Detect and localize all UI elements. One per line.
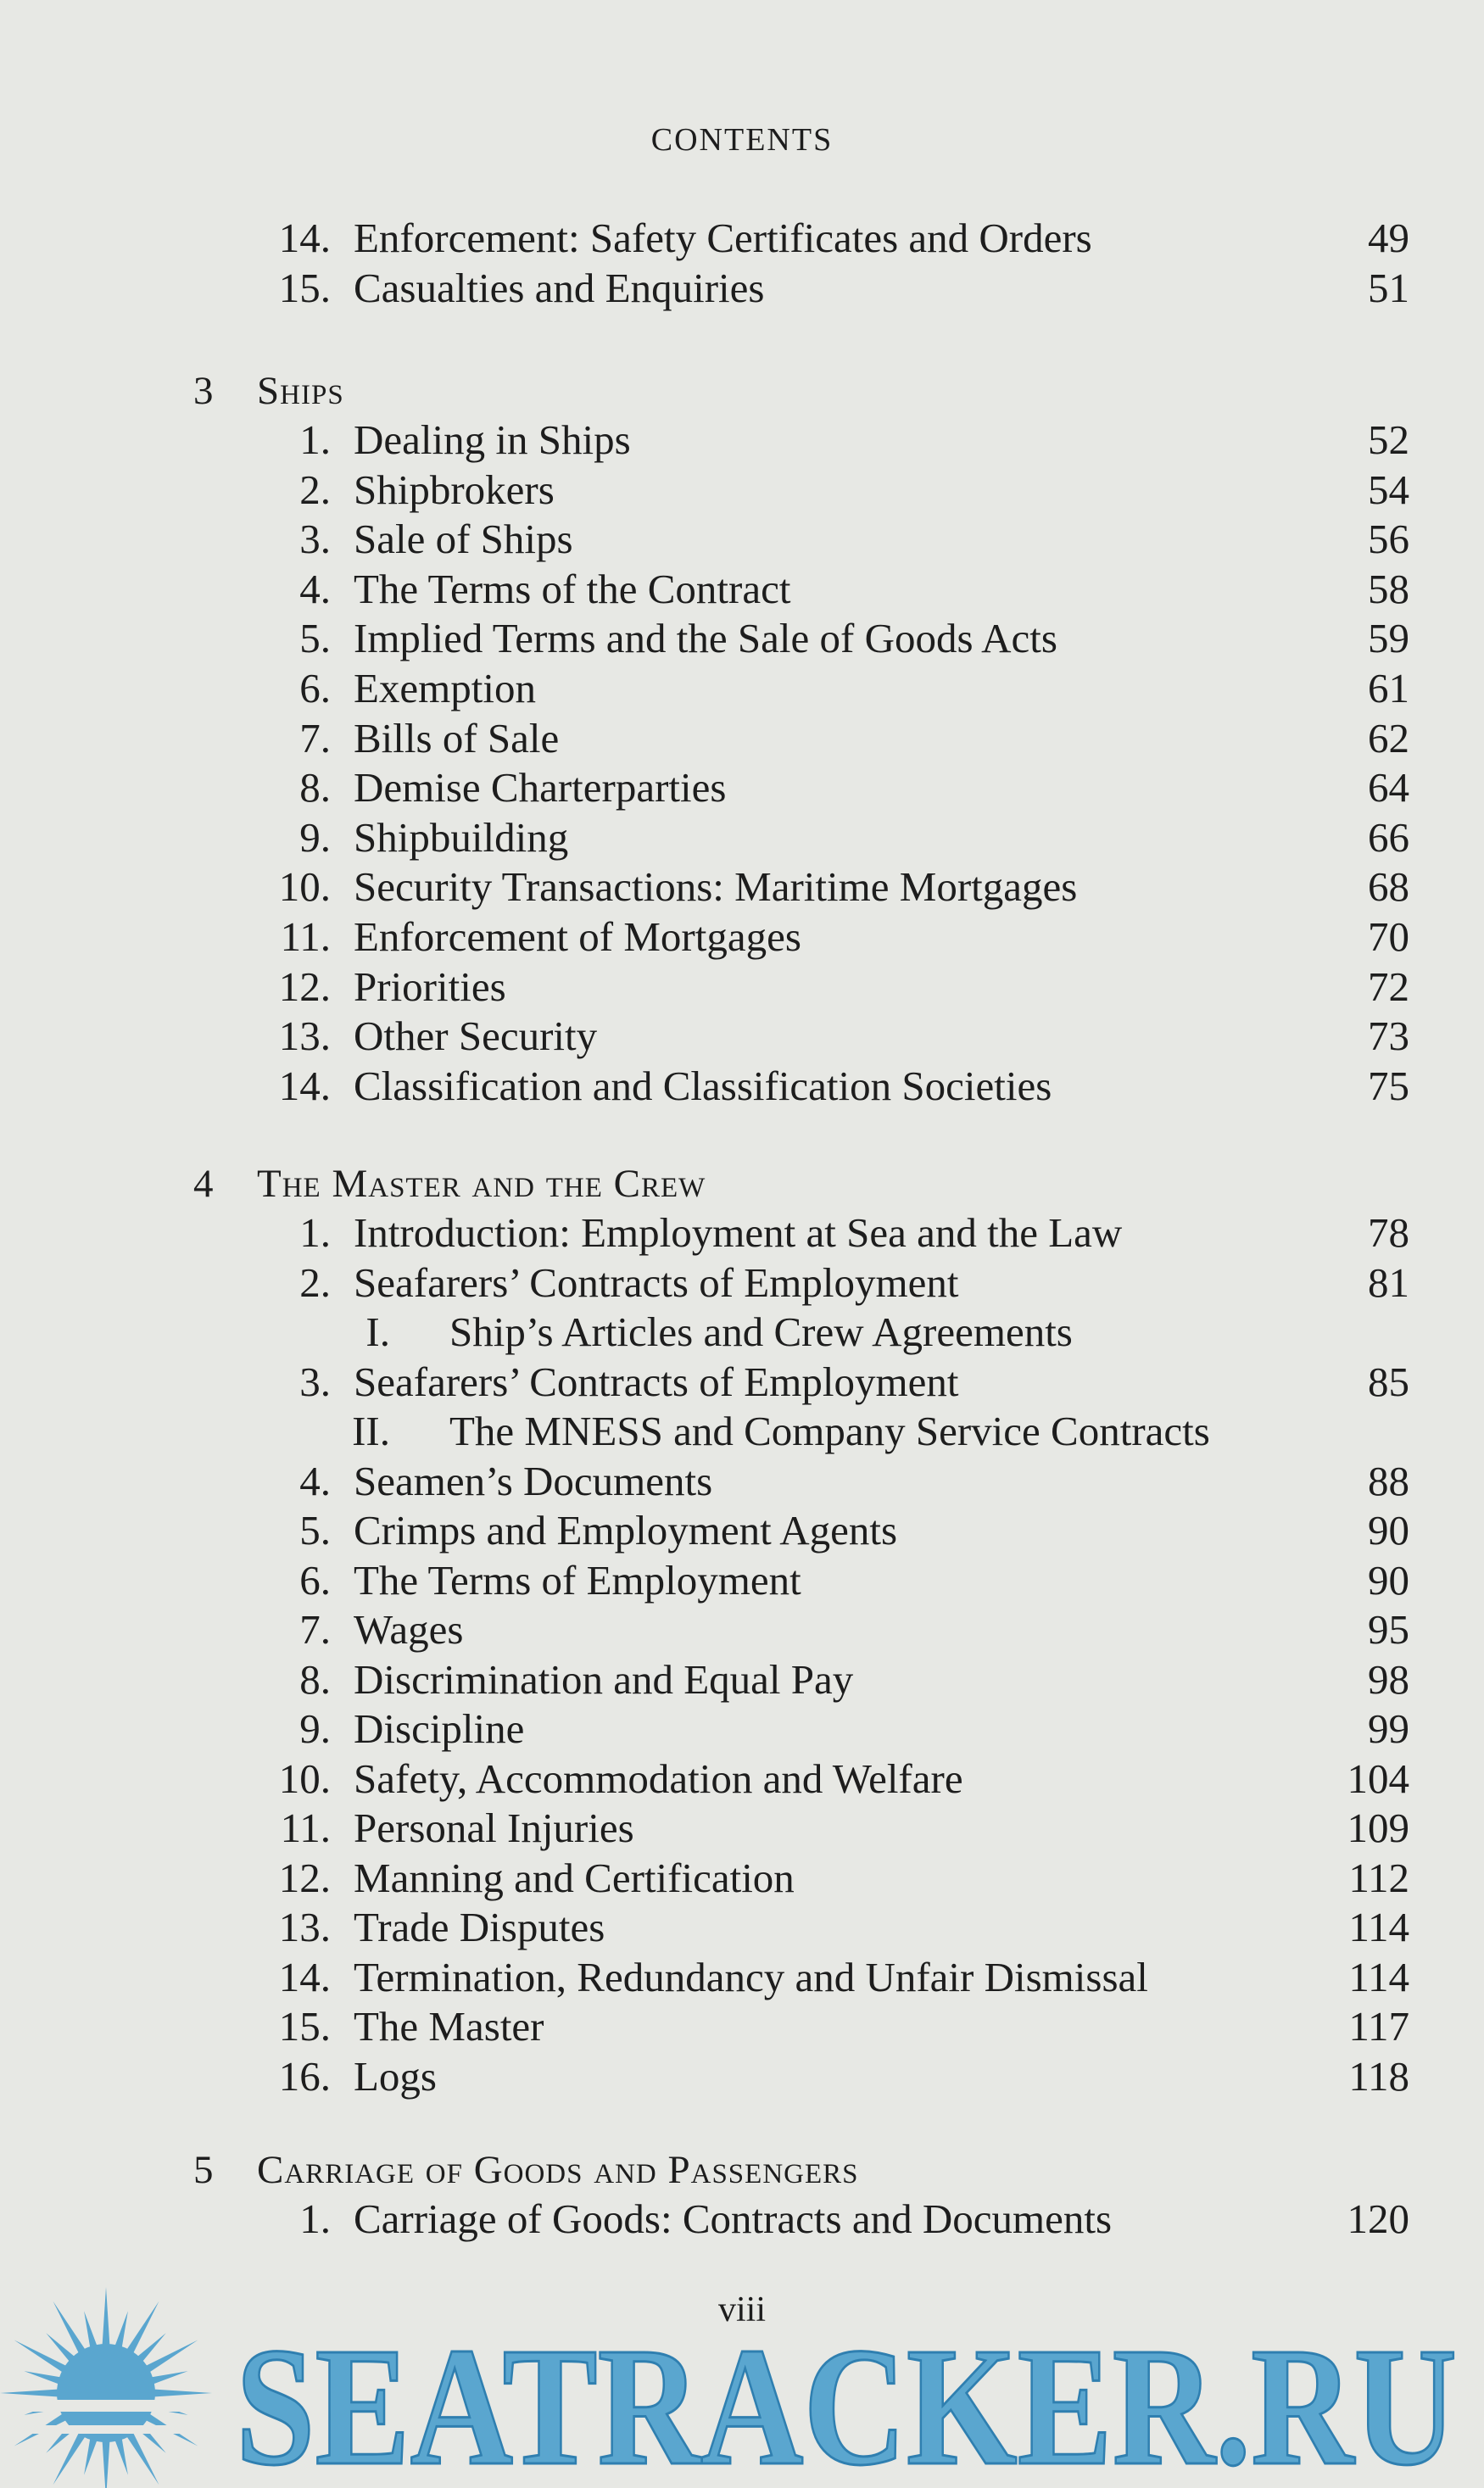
entry-page: 114 [1348, 1953, 1409, 2000]
sun-ray [14, 2340, 70, 2375]
entry-title: Priorities [354, 962, 506, 1010]
entry-page: 90 [1368, 1507, 1409, 1554]
entry-title: Implied Terms and the Sale of Goods Acts [354, 615, 1057, 662]
entry-title: Casualties and Enquiries [354, 265, 765, 311]
entry-page: 64 [1368, 764, 1409, 812]
watermark-logo [0, 2273, 1484, 2488]
entry-number: II. [352, 1408, 390, 1454]
entry-page: 99 [1368, 1705, 1409, 1752]
entry-title: Personal Injuries [354, 1805, 634, 1851]
toc-entry[interactable] [0, 763, 1484, 812]
toc-entry[interactable] [0, 565, 1484, 614]
entry-page: 66 [1368, 813, 1409, 861]
toc-entry[interactable] [0, 1506, 1484, 1555]
entry-number: 1. [299, 1209, 331, 1256]
entry-page: 75 [1368, 1062, 1409, 1109]
entry-page: 49 [1368, 215, 1409, 261]
toc-entry[interactable] [0, 1605, 1484, 1654]
entry-title: Seafarers’ Contracts of Employment [354, 1258, 959, 1306]
entry-page: 56 [1368, 516, 1409, 563]
sun-ray [114, 2435, 128, 2475]
entry-number: 4. [299, 565, 331, 612]
entry-title: Discrimination and Equal Pay [354, 1655, 854, 1703]
entry-title: Classification and Classification Societies [354, 1062, 1052, 1109]
toc-entry[interactable] [0, 1258, 1484, 1308]
entry-title: Security Transactions: Maritime Mortgages [354, 863, 1078, 911]
chapter-heading-4[interactable] [0, 1159, 1484, 1208]
entry-page: 62 [1368, 714, 1409, 761]
sun-ray [0, 2389, 62, 2396]
sun-ray [142, 2340, 198, 2375]
entry-title: Demise Charterparties [354, 764, 727, 812]
entry-number: 9. [299, 1705, 331, 1752]
entry-number: 2. [299, 466, 331, 513]
entry-number: 16. [278, 2052, 331, 2100]
sun-icon [0, 2287, 220, 2488]
entry-page: 117 [1348, 2003, 1409, 2050]
chapter-title: Carriage of Goods and Passengers [257, 2148, 859, 2192]
entry-title: Ship’s Articles and Crew Agreements [449, 1308, 1073, 1355]
entry-title: Trade Disputes [354, 1904, 605, 1950]
entry-title: Enforcement of Mortgages [354, 913, 801, 960]
entry-page: 120 [1347, 2195, 1409, 2242]
toc-entry[interactable] [0, 1854, 1484, 1903]
entry-page: 52 [1368, 416, 1409, 463]
entry-number: 9. [299, 813, 331, 861]
entry-page: 95 [1368, 1606, 1409, 1653]
entry-number: 4. [299, 1457, 331, 1504]
toc-entry[interactable] [0, 1903, 1484, 1952]
chapter-number: 4 [193, 1162, 214, 1206]
entry-title: Wages [354, 1606, 464, 1653]
entry-number: 13. [278, 1012, 331, 1060]
toc-entry[interactable] [0, 1655, 1484, 1704]
entry-title: The MNESS and Company Service Contracts [449, 1408, 1210, 1454]
entry-title: The Terms of the Contract [354, 565, 791, 612]
toc-entry[interactable] [0, 1804, 1484, 1853]
entry-number: 13. [278, 1904, 331, 1950]
entry-page: 54 [1368, 466, 1409, 513]
entry-page: 61 [1368, 665, 1409, 711]
toc-entry[interactable] [0, 912, 1484, 962]
entry-number: 12. [278, 1854, 331, 1901]
entry-number: 14. [278, 1953, 331, 2000]
toc-entry[interactable] [0, 214, 1484, 263]
entry-number: 1. [299, 2195, 331, 2242]
toc-entry[interactable] [0, 515, 1484, 564]
chapter-number: 3 [193, 369, 214, 413]
entry-page: 51 [1368, 265, 1409, 311]
entry-number: 5. [299, 615, 331, 662]
entry-number: 8. [299, 1655, 331, 1703]
entry-number: 8. [299, 764, 331, 812]
entry-page: 58 [1368, 565, 1409, 612]
entry-page: 112 [1348, 1854, 1409, 1901]
entry-number: 7. [299, 714, 331, 761]
toc-entry[interactable] [0, 1012, 1484, 1061]
entry-title: The Terms of Employment [354, 1556, 801, 1604]
sun-ray [125, 2429, 159, 2485]
entry-number: 12. [278, 962, 331, 1010]
entry-title: Dealing in Ships [354, 416, 631, 463]
toc-entry[interactable] [0, 1953, 1484, 2002]
toc-entry[interactable] [0, 962, 1484, 1012]
entry-number: 10. [278, 1754, 331, 1802]
toc-entry[interactable] [0, 1358, 1484, 1407]
toc-entry[interactable] [0, 1704, 1484, 1754]
sun-ray [114, 2311, 128, 2351]
entry-page: 118 [1348, 2052, 1409, 2100]
entry-number: 14. [278, 1062, 331, 1109]
entry-page: 85 [1368, 1358, 1409, 1405]
toc-entry[interactable] [0, 813, 1484, 862]
entry-title: Crimps and Employment Agents [354, 1507, 898, 1554]
entry-title: Shipbrokers [354, 466, 555, 513]
toc-entry[interactable] [0, 714, 1484, 763]
entry-number: I. [365, 1308, 390, 1355]
toc-entry[interactable] [0, 2052, 1484, 2101]
entry-title: The Master [354, 2003, 544, 2050]
entry-number: 2. [299, 1258, 331, 1306]
toc-entry[interactable] [0, 664, 1484, 713]
entry-title: Seafarers’ Contracts of Employment [354, 1358, 959, 1405]
sun-ray [102, 2437, 109, 2488]
entry-title: Shipbuilding [354, 813, 569, 861]
sun-ray [53, 2429, 88, 2485]
toc-entry[interactable] [0, 264, 1484, 313]
entry-page: 73 [1368, 1012, 1409, 1060]
entry-number: 7. [299, 1606, 331, 1653]
entry-page: 109 [1347, 1805, 1409, 1851]
entry-title: Enforcement: Safety Certificates and Orders [354, 215, 1092, 261]
entry-title: Seamen’s Documents [354, 1457, 713, 1504]
sun-ray [53, 2301, 88, 2357]
page-number: viii [717, 2290, 766, 2329]
entry-page: 88 [1368, 1457, 1409, 1504]
entry-page: 78 [1368, 1209, 1409, 1256]
entry-title: Introduction: Employment at Sea and the Law [354, 1209, 1123, 1256]
entry-title: Termination, Redundancy and Unfair Dismissal [354, 1953, 1148, 2000]
entry-page: 81 [1368, 1258, 1409, 1306]
sun-ray [84, 2311, 98, 2351]
sun-ray [84, 2435, 98, 2475]
chapter-title: Ships [257, 369, 344, 413]
entry-title: Sale of Ships [354, 516, 573, 563]
entry-title: Other Security [354, 1012, 598, 1060]
chapter-heading-5[interactable] [0, 2145, 1484, 2195]
entry-number: 11. [280, 1805, 331, 1851]
toc-entry[interactable] [0, 862, 1484, 912]
entry-number: 15. [278, 265, 331, 311]
toc-entry[interactable] [0, 1208, 1484, 1258]
toc-entry[interactable] [0, 1556, 1484, 1605]
entry-page: 90 [1368, 1556, 1409, 1604]
entry-title: Discipline [354, 1705, 525, 1752]
chapter-number: 5 [193, 2148, 214, 2192]
toc-entry[interactable] [0, 2002, 1484, 2051]
entry-number: 5. [299, 1507, 331, 1554]
entry-title: Safety, Accommodation and Welfare [354, 1754, 963, 1802]
toc-entry[interactable] [0, 614, 1484, 663]
entry-page: 68 [1368, 863, 1409, 911]
toc-entry[interactable] [0, 2195, 1484, 2244]
toc-entry[interactable] [0, 1457, 1484, 1506]
entry-number: 6. [299, 1556, 331, 1604]
entry-title: Bills of Sale [354, 714, 560, 761]
watermark-text: SEATRACKER.RU [236, 2313, 1457, 2488]
entry-page: 59 [1368, 615, 1409, 662]
entry-number: 3. [299, 1358, 331, 1405]
toc-entry[interactable] [0, 416, 1484, 465]
entry-number: 3. [299, 516, 331, 563]
entry-number: 14. [278, 215, 331, 261]
entry-page: 114 [1348, 1904, 1409, 1950]
entry-page: 104 [1347, 1754, 1409, 1802]
toc-subentry[interactable] [0, 1308, 1484, 1357]
entry-number: 15. [278, 2003, 331, 2050]
entry-page: 72 [1368, 962, 1409, 1010]
toc-entry[interactable] [0, 466, 1484, 515]
toc-entry[interactable] [0, 1062, 1484, 1111]
toc-entry[interactable] [0, 1754, 1484, 1804]
sun-ray [148, 2371, 188, 2385]
entry-title: Carriage of Goods: Contracts and Documents [354, 2195, 1113, 2242]
page-header: CONTENTS [650, 122, 834, 158]
chapter-title: The Master and the Crew [257, 1162, 706, 1206]
entry-number: 1. [299, 416, 331, 463]
chapter-heading-3[interactable] [0, 366, 1484, 416]
sun-ray [102, 2287, 109, 2349]
entry-number: 6. [299, 665, 331, 711]
sun-ray [125, 2301, 159, 2357]
entry-page: 70 [1368, 913, 1409, 960]
entry-title: Exemption [354, 665, 537, 711]
toc-subentry[interactable] [0, 1407, 1484, 1456]
entry-title: Manning and Certification [354, 1854, 795, 1901]
sun-ray [24, 2371, 64, 2385]
entry-title: Logs [354, 2052, 437, 2100]
sun-ray [150, 2389, 212, 2396]
entry-page: 98 [1368, 1655, 1409, 1703]
entry-number: 11. [280, 913, 331, 960]
entry-number: 10. [278, 863, 331, 911]
